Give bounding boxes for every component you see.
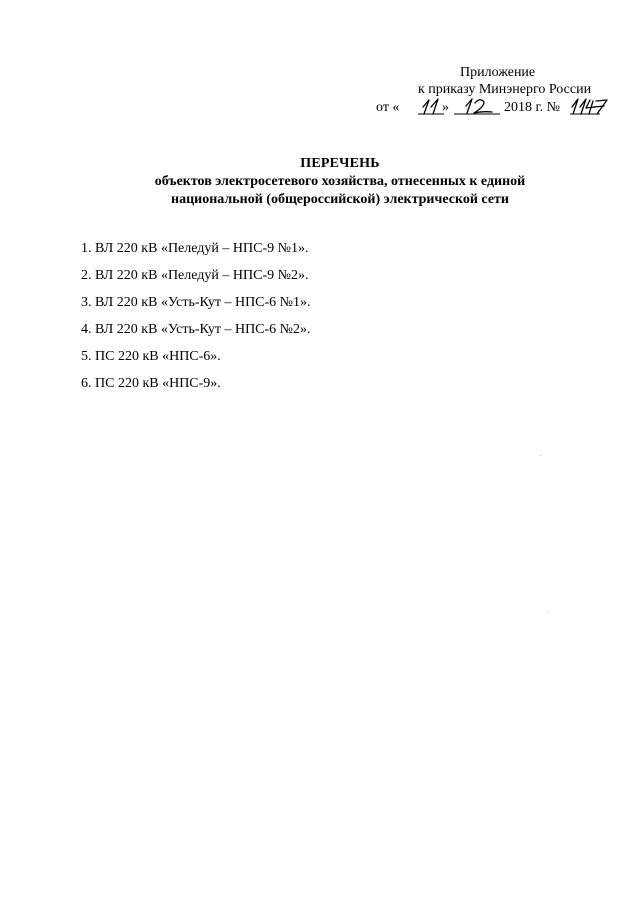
list-item: 3. ВЛ 220 кВ «Усть-Кут – НПС-6 №1». [81,295,311,310]
list-item: 1. ВЛ 220 кВ «Пеледуй – НПС-9 №1». [81,241,309,256]
list-item: 2. ВЛ 220 кВ «Пеледуй – НПС-9 №2». [81,268,309,283]
handwritten-number [572,99,607,114]
date-line-graphic [376,98,616,120]
appendix-date-line [376,98,616,120]
document-heading [100,155,580,209]
objects-list [81,240,311,402]
scan-speck [540,455,541,456]
handwritten-month [466,99,492,113]
list-item: 6. ПС 220 кВ «НПС-9». [81,376,221,391]
heading-subtitle-line-2: национальной (общероссийской) электрической сети [171,192,509,207]
scan-speck [548,612,549,613]
list-item: 5. ПС 220 кВ «НПС-6». [81,349,221,364]
list-item: 4. ВЛ 220 кВ «Усть-Кут – НПС-6 №2». [81,322,311,337]
date-day-suffix: » [442,100,449,115]
date-year-text: 2018 г. № [504,100,561,115]
date-prefix: от « [376,100,400,115]
heading-title: ПЕРЕЧЕНЬ [300,156,380,171]
appendix-title: Приложение [460,65,536,80]
heading-subtitle-line-1: объектов электросетевого хозяйства, отнесенных к единой [154,174,526,189]
handwritten-day [423,99,438,114]
appendix-order-reference: к приказу Минэнерго России [418,82,592,97]
